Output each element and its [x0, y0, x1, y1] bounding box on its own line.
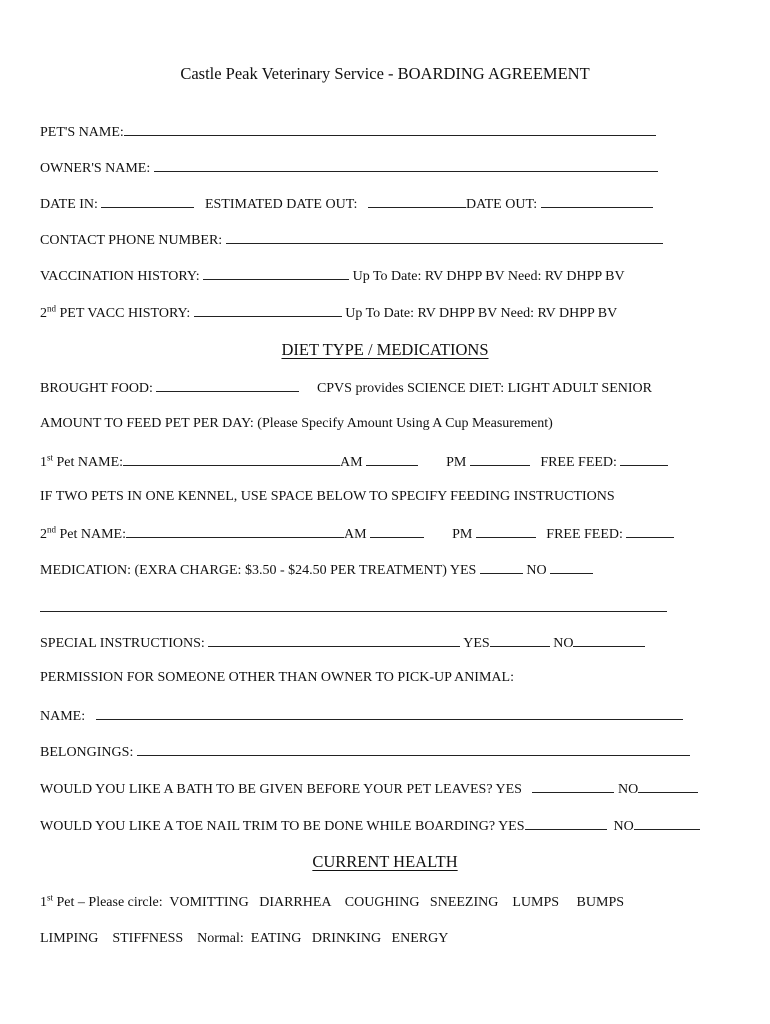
contact-phone-field[interactable]: [226, 230, 663, 244]
pet1-health-text: 1st Pet – Please circle: VOMITTING DIARRHEA COUGHING SNEEZING LUMPS BUMPS: [40, 892, 625, 910]
vacc-history-field[interactable]: [203, 266, 349, 280]
pets-name-field[interactable]: [124, 122, 656, 136]
special-yes-field[interactable]: [490, 633, 550, 647]
dates-row: [40, 194, 653, 214]
vacc-history-row: [40, 266, 625, 286]
owners-name-field[interactable]: [154, 158, 658, 172]
vacc-history-label: VACCINATION HISTORY:: [40, 269, 200, 284]
pet2-free-feed-label: FREE FEED:: [546, 527, 623, 542]
pet2-free-feed-field[interactable]: [626, 524, 674, 538]
est-date-out-label: ESTIMATED DATE OUT:: [204, 197, 358, 212]
special-no-field[interactable]: [573, 633, 645, 647]
special-yes-label: YES: [463, 636, 490, 651]
toe-trim-yes-field[interactable]: [525, 816, 607, 830]
special-no-label: NO: [553, 636, 574, 651]
bath-row: [40, 779, 698, 799]
date-in-label: DATE IN:: [40, 197, 98, 212]
pet1-am-label: AM: [340, 455, 363, 470]
pet2-vacc-options: Up To Date: RV DHPP BV Need: RV DHPP BV: [345, 306, 618, 321]
current-health-heading: CURRENT HEALTH: [312, 852, 458, 871]
owners-name-label: OWNER'S NAME:: [40, 161, 151, 176]
pets-name-row: [40, 122, 656, 142]
bath-question: WOULD YOU LIKE A BATH TO BE GIVEN BEFORE YOUR PET LEAVES? YES: [40, 782, 522, 797]
special-instructions-row: [40, 633, 645, 653]
belongings-label: BELONGINGS:: [40, 745, 134, 760]
brought-food-row: [40, 378, 652, 398]
diet-heading: DIET TYPE / MEDICATIONS: [281, 340, 489, 359]
pickup-name-field[interactable]: [96, 706, 683, 720]
owners-name-row: [40, 158, 658, 178]
pet2-vacc-label: 2nd PET VACC HISTORY:: [40, 303, 191, 321]
special-instructions-field[interactable]: [208, 633, 460, 647]
health-line-2: LIMPING STIFFNESS Normal: EATING DRINKING ENERGY: [40, 931, 449, 946]
pet1-pm-label: PM: [446, 455, 467, 470]
pet2-vacc-row: [40, 303, 617, 323]
pet2-am-field[interactable]: [370, 524, 424, 538]
brought-food-label: BROUGHT FOOD:: [40, 381, 153, 396]
medication-details-line[interactable]: [40, 611, 667, 612]
two-pets-text: IF TWO PETS IN ONE KENNEL, USE SPACE BELOW TO SPECIFY FEEDING INSTRUCTIONS: [40, 489, 615, 504]
cpvs-diet-options: CPVS provides SCIENCE DIET: LIGHT ADULT SENIOR: [316, 381, 652, 396]
pickup-name-row: [40, 706, 683, 726]
pet1-free-feed-field[interactable]: [620, 452, 668, 466]
pet1-feed-row: [40, 452, 668, 472]
medication-yes-field[interactable]: [480, 560, 523, 574]
toe-trim-question: WOULD YOU LIKE A TOE NAIL TRIM TO BE DONE WHILE BOARDING? YES: [40, 819, 525, 834]
pet2-pm-label: PM: [452, 527, 473, 542]
pet2-name-label: 2nd Pet NAME:: [40, 524, 126, 542]
pet1-health-row: [40, 894, 624, 912]
bath-yes-field[interactable]: [532, 779, 614, 793]
pickup-name-label: NAME:: [40, 709, 86, 724]
brought-food-field[interactable]: [156, 378, 299, 392]
pet2-am-label: AM: [344, 527, 367, 542]
pet2-pm-field[interactable]: [476, 524, 536, 538]
contact-phone-row: [40, 230, 663, 250]
pets-name-label: PET'S NAME:: [40, 125, 124, 140]
pet2-name-field[interactable]: [126, 524, 344, 538]
vacc-options: Up To Date: RV DHPP BV Need: RV DHPP BV: [352, 269, 625, 284]
pet1-name-label: 1st Pet NAME:: [40, 452, 124, 470]
date-out-field[interactable]: [541, 194, 653, 208]
pet2-feed-row: [40, 524, 674, 544]
belongings-field[interactable]: [137, 742, 690, 756]
medication-no-field[interactable]: [550, 560, 593, 574]
pet1-am-field[interactable]: [366, 452, 418, 466]
special-instructions-label: SPECIAL INSTRUCTIONS:: [40, 636, 205, 651]
page-title: Castle Peak Veterinary Service - BOARDING AGREEMENT: [180, 64, 590, 83]
date-out-label: DATE OUT:: [465, 197, 538, 212]
amount-feed-text: AMOUNT TO FEED PET PER DAY: (Please Specify Amount Using A Cup Measurement): [40, 416, 553, 431]
toe-trim-row: [40, 816, 700, 836]
belongings-row: [40, 742, 690, 762]
medication-row: [40, 560, 593, 580]
permission-text: PERMISSION FOR SOMEONE OTHER THAN OWNER TO PICK-UP ANIMAL:: [40, 670, 514, 685]
est-date-out-field[interactable]: [368, 194, 466, 208]
toe-trim-no-field[interactable]: [634, 816, 700, 830]
medication-label: MEDICATION: (EXRA CHARGE: $3.50 - $24.50 PER TREATMENT) YES: [40, 563, 477, 578]
pet1-pm-field[interactable]: [470, 452, 530, 466]
pet1-free-feed-label: FREE FEED:: [540, 455, 617, 470]
medication-no-label: NO: [526, 563, 547, 578]
contact-phone-label: CONTACT PHONE NUMBER:: [40, 233, 223, 248]
pet2-vacc-field[interactable]: [194, 303, 342, 317]
date-in-field[interactable]: [101, 194, 194, 208]
pet1-name-field[interactable]: [123, 452, 340, 466]
bath-no-field[interactable]: [638, 779, 698, 793]
toe-trim-no-label: NO: [613, 819, 634, 834]
bath-no-label: NO: [617, 782, 639, 797]
